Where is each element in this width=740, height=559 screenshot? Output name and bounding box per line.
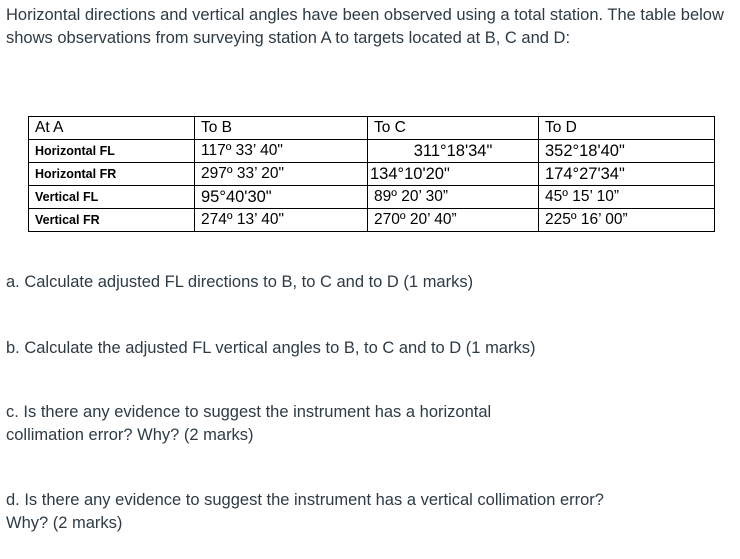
cell-to-c: 89º 20’ 30” — [368, 186, 539, 209]
table-row — [29, 163, 715, 186]
cell-to-d: 352°18'40" — [539, 140, 715, 163]
header-to-c: To C — [368, 117, 539, 140]
header-to-b: To B — [195, 117, 368, 140]
cell-to-b: 95°40'30" — [195, 186, 368, 209]
intro-paragraph: Horizontal directions and vertical angles have been observed using a total station. The table below shows observations from surveying station A to targets located at B, C and D: — [6, 6, 724, 47]
cell-to-c: 270º 20’ 40” — [368, 209, 539, 232]
observations-table — [28, 116, 715, 232]
row-label: Horizontal FR — [29, 163, 195, 186]
row-label: Vertical FR — [29, 209, 195, 232]
question-a: a. Calculate adjusted FL directions to B, to C and to D (1 marks) — [6, 273, 474, 291]
table-row — [29, 140, 715, 163]
question-c-line2: collimation error? Why? (2 marks) — [6, 426, 254, 444]
cell-to-b: 117º 33’ 40" — [195, 140, 368, 163]
table-row — [29, 186, 715, 209]
cell-to-d: 45º 15’ 10” — [539, 186, 715, 209]
row-label: Vertical FL — [29, 186, 195, 209]
cell-to-c: 134°10'20" — [368, 163, 539, 186]
question-d — [6, 489, 734, 535]
question-c-line1: c. Is there any evidence to suggest the instrument has a horizontal — [6, 403, 492, 421]
row-label: Horizontal FL — [29, 140, 195, 163]
cell-to-d: 174°27'34" — [539, 163, 715, 186]
table-row — [29, 209, 715, 232]
cell-to-b: 297º 33’ 20" — [195, 163, 368, 186]
cell-to-c: 311°18'34" — [368, 140, 539, 163]
question-d-line1: d. Is there any evidence to suggest the instrument has a vertical collimation error? — [6, 491, 604, 509]
header-at-a: At A — [29, 117, 195, 140]
question-d-line2: Why? (2 marks) — [6, 514, 123, 532]
header-to-d: To D — [539, 117, 715, 140]
question-b: b. Calculate the adjusted FL vertical angles to B, to C and to D (1 marks) — [6, 339, 536, 357]
cell-to-b: 274º 13’ 40" — [195, 209, 368, 232]
cell-to-d: 225º 16’ 00” — [539, 209, 715, 232]
table-header-row — [29, 117, 715, 140]
question-c — [6, 401, 734, 447]
